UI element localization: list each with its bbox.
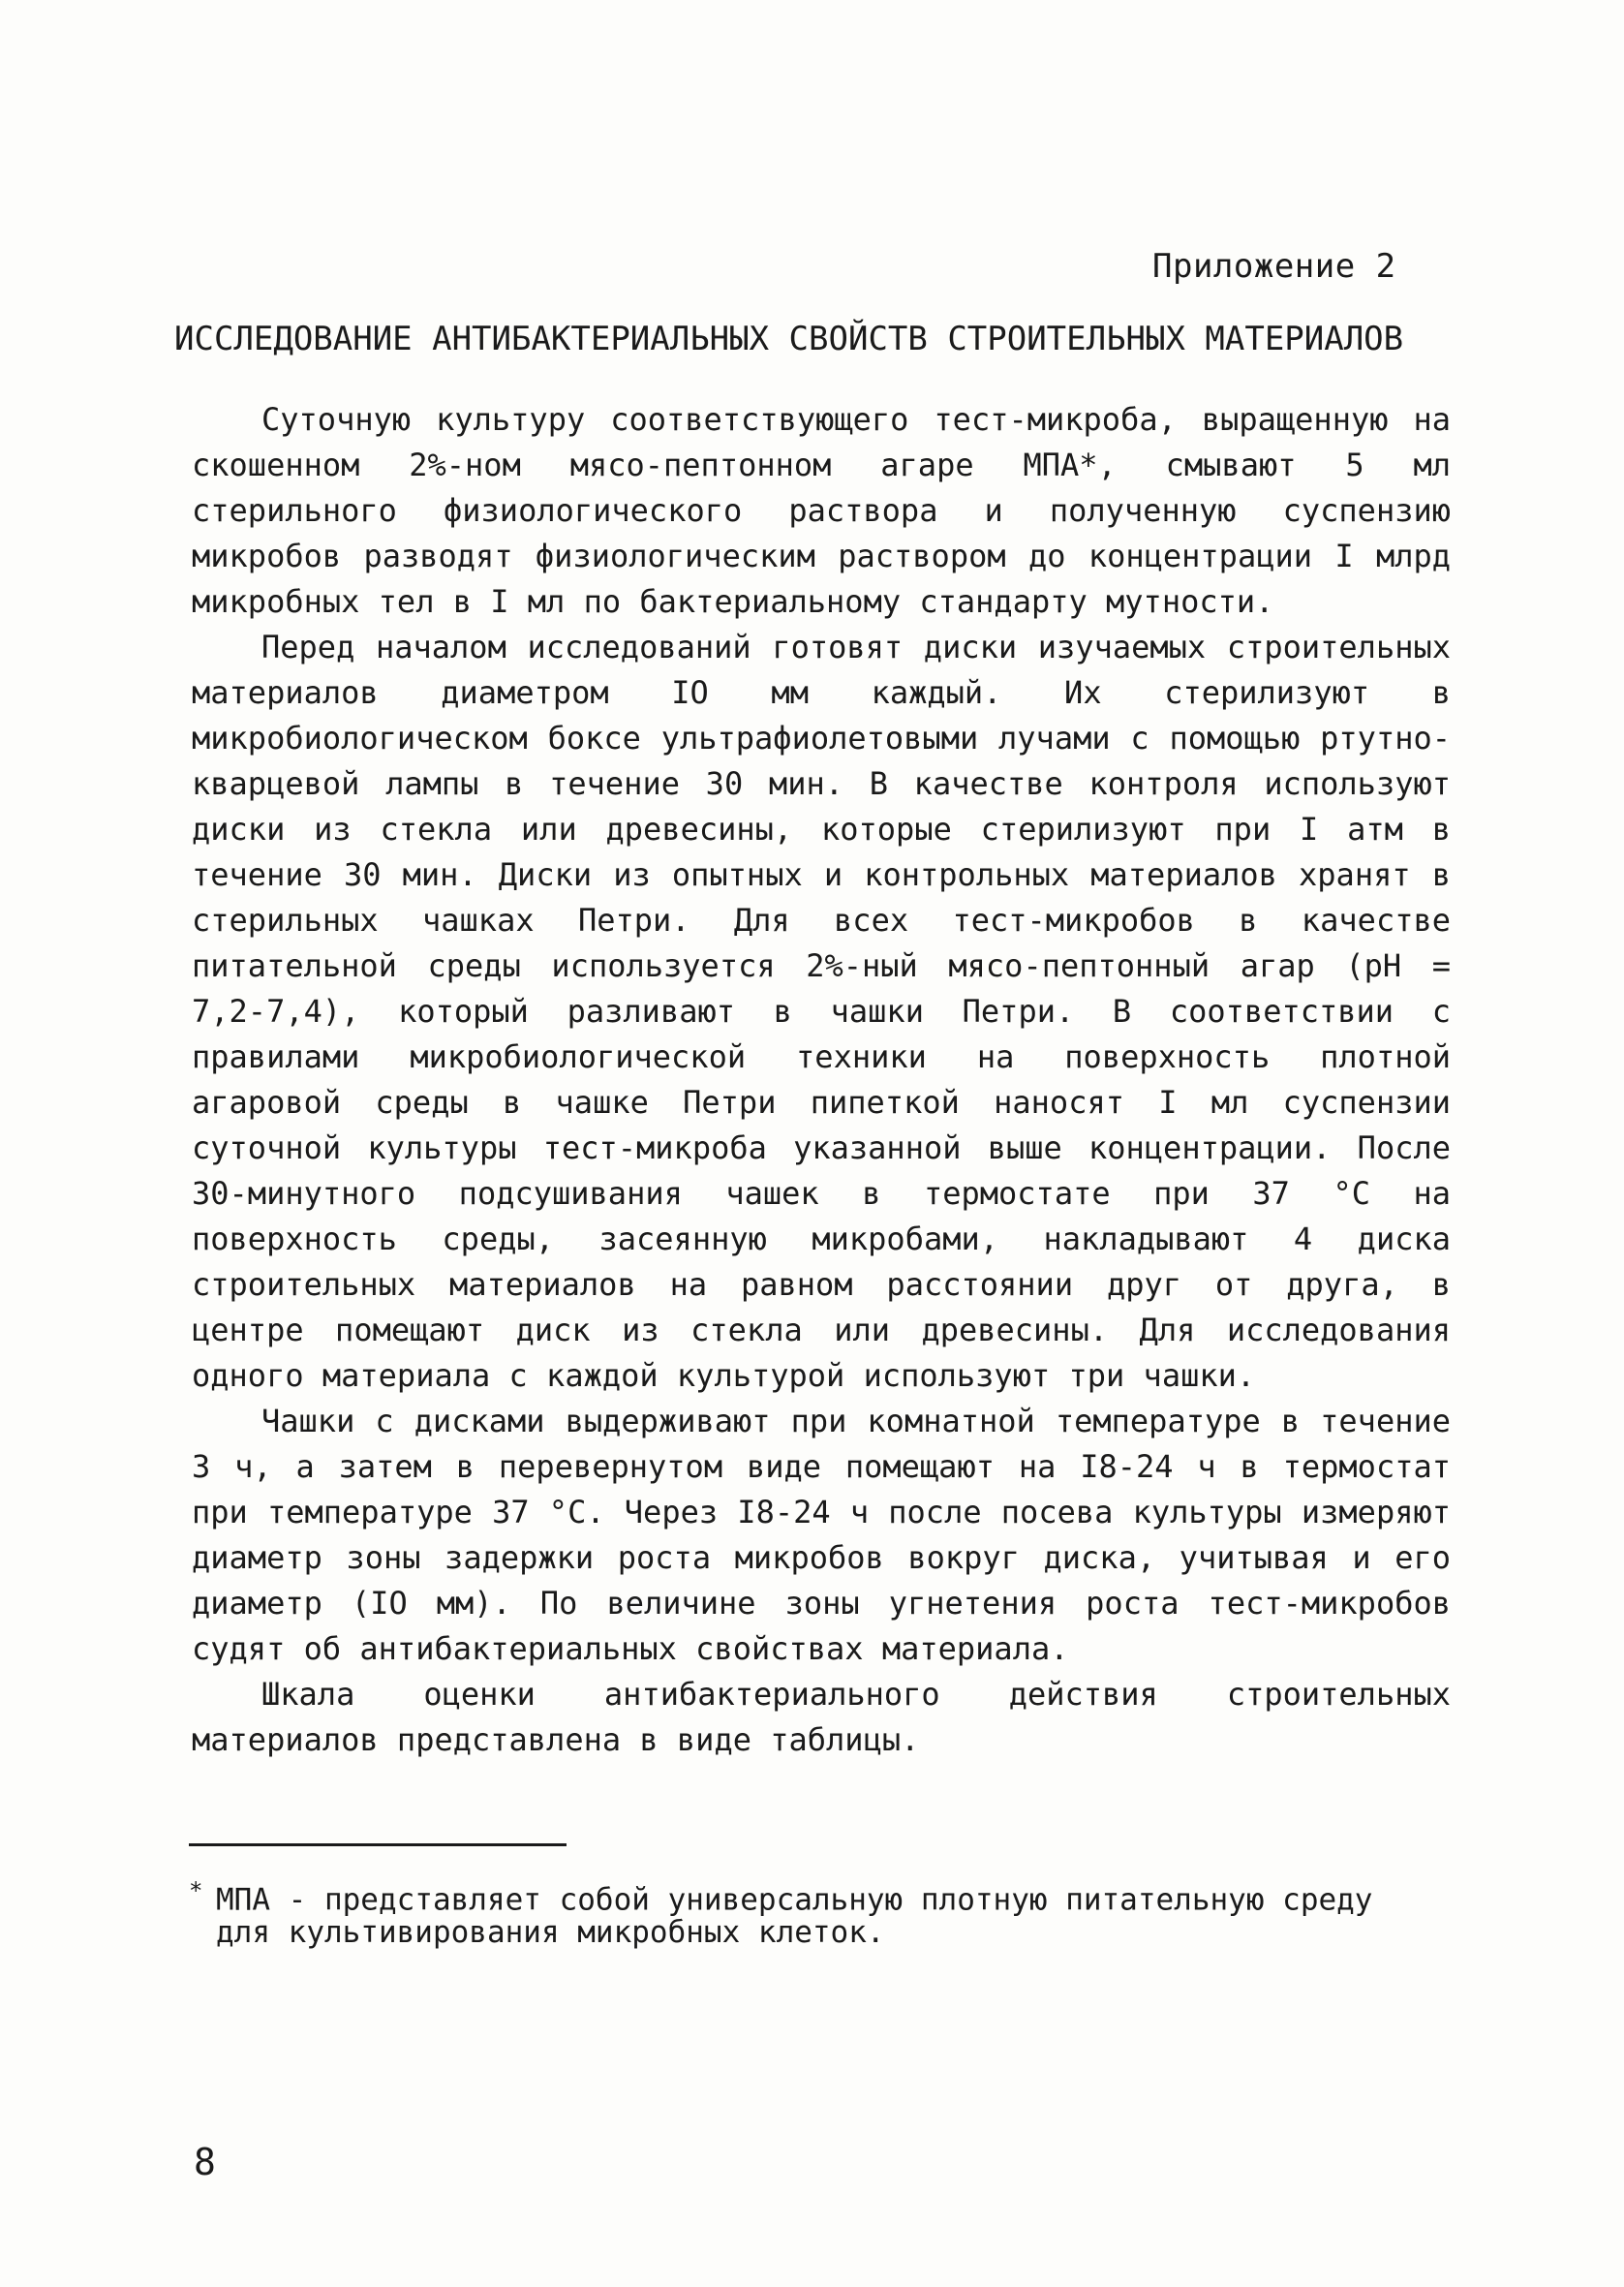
paragraph-2: Перед началом исследований готовят диски изучаемых строительных материалов диаметром IО мм каждый. Их стерилизуют в микробиологическом боксе ультрафиолетовыми лучами с помощью ртутно-кварцевой лампы в течение 30 мин. В качестве контроля используют диски из стекла или древесины, которые стерилизуют при I атм в течение 30 мин. Диски из опытных и контрольных материалов хранят в стерильных чашках Петри. Для всех тест-микробов в качестве питательной среды используется 2%-ный мясо-пептонный агар (рН = 7,2-7,4), который разливают в чашки Петри. В соответствии с правилами микробиологической техники на поверхность плотной агаровой среды в чашке Петри пипеткой наносят I мл суспензии суточной культуры тест-микроба указанной выше концентрации. После 30-минутного подсушивания чашек в термостате при 37 °С на поверхность среды, засеянную микробами, накладывают 4 диска строительных материалов на равном расстоянии друг от друга, в центре помещают диск из стекла или древесины. Для исследования одного материала с каждой культурой используют три чашки. [192, 629, 1451, 1394]
footnote-line-2: для культивирования микробных клеток. [216, 1915, 885, 1951]
body-text [192, 397, 1451, 1763]
document-title: ИССЛЕДОВАНИЕ АНТИБАКТЕРИАЛЬНЫХ СВОЙСТВ СТРОИТЕЛЬНЫХ МАТЕРИАЛОВ [174, 320, 1404, 358]
appendix-label: Приложение 2 [1152, 247, 1396, 286]
footnote-mark: * [189, 1877, 203, 1904]
footnote-line-1: МПА - представляет собой универсальную плотную питательную среду [216, 1882, 1373, 1918]
footnote [189, 1874, 1448, 1949]
footnote-divider [189, 1843, 567, 1846]
page-number: 8 [194, 2141, 216, 2183]
paragraph-4: Шкала оценки антибактериального действия строительных материалов представлена в виде таблицы. [192, 1676, 1451, 1758]
paragraph-1: Суточную культуру соответствующего тест-микроба, выращенную на скошенном 2%-ном мясо-пептонном агаре МПА*, смывают 5 мл стерильного физиологического раствора и полученную суспензию микробов разводят физиологическим раствором до концентрации I млрд микробных тел в I мл по бактериальному стандарту мутности. [192, 401, 1451, 620]
paragraph-3: Чашки с дисками выдерживают при комнатной температуре в течение 3 ч, а затем в перевернутом виде помещают на I8-24 ч в термостат при температуре 37 °С. Через I8-24 ч после посева культуры измеряют диаметр зоны задержки роста микробов вокруг диска, учитывая и его диаметр (IО мм). По величине зоны угнетения роста тест-микробов судят об антибактериальных свойствах материала. [192, 1403, 1451, 1667]
